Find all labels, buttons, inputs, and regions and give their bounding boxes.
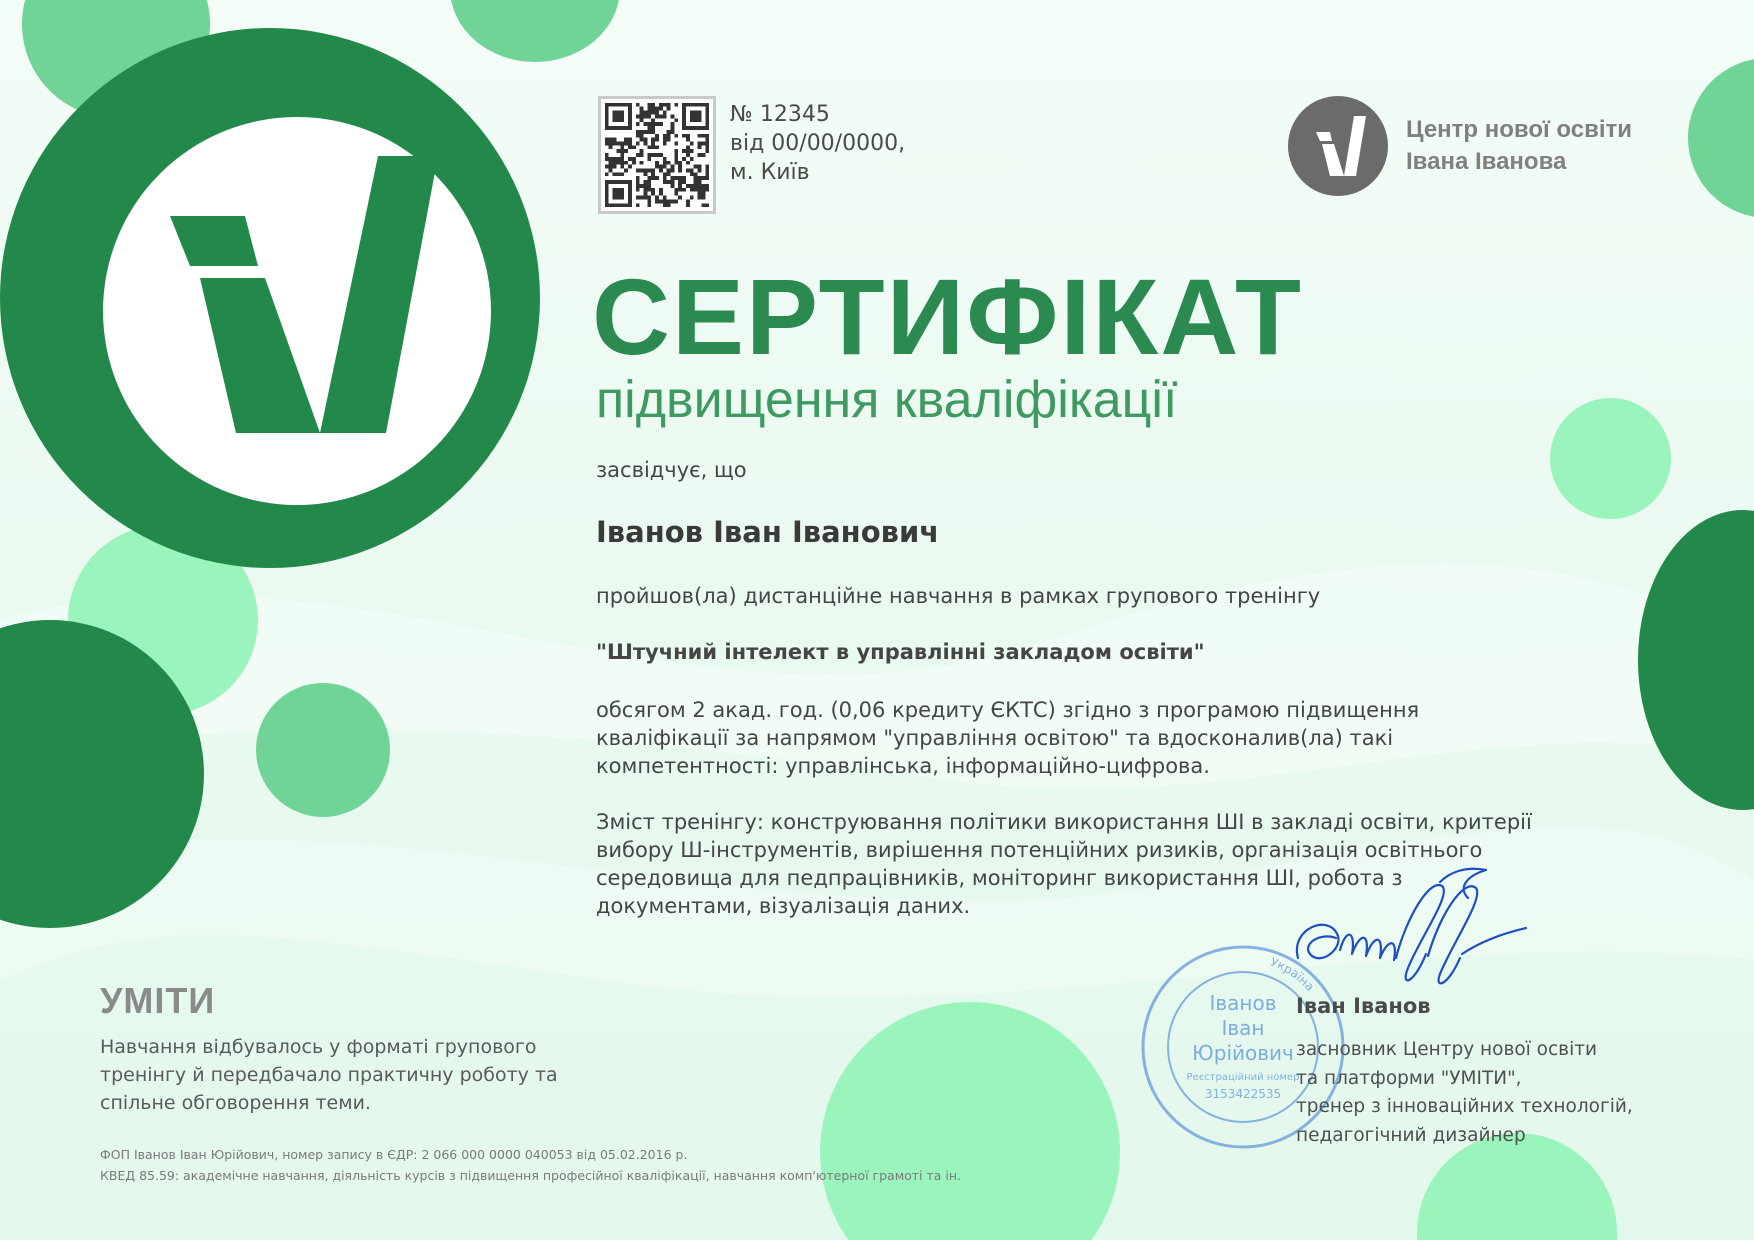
stamp-ring-text: Україна [1268,954,1318,994]
brand-name-line2: Івана Іванова [1406,148,1567,175]
course-title: "Штучний інтелект в управлінні закладом освіти" [596,640,1205,664]
brand-name [1406,114,1632,178]
certificate-subtitle: підвищення кваліфікації [596,371,1178,429]
brand-header [1288,96,1632,196]
legal-line: КВЕД 85.59: академічне навчання, діяльність курсів з підвищення професійної кваліфікації, навчання комп'ютерної грамоті та ін. [100,1168,962,1183]
signer-role-line: педагогічний дизайнер [1296,1124,1526,1146]
signer-role-line: засновник Центру нової освіти [1296,1039,1598,1060]
legal-info [100,1144,961,1186]
legal-line: ФОП Іванов Іван Юрійович, номер запису в ЄДР: 2 066 000 0000 040053 від 05.02.2016 р. [100,1147,688,1162]
volume-text: обсягом 2 акад. год. (0,06 кредиту ЄКТС) згідно з програмою підвищення кваліфікації за напрямом "управління освітою" та вдосконалив(ла) такі компетентності: управлінська, інформаційно-цифрова. [596,698,1420,778]
signer-role-line: тренер з інноваційних технологій, [1296,1096,1633,1117]
attest-text: засвідчує, що [596,458,747,482]
signer-role-line: та платформи "УМІТИ", [1296,1067,1522,1089]
decor-circle [1550,398,1671,519]
brand-name-line1: Центр нової освіти [1406,116,1633,143]
certificate-city: м. Київ [730,160,810,185]
decor-circle [256,683,390,817]
certificate-title: СЕРТИФІКАТ [592,256,1303,377]
training-content-text: Зміст тренінгу: конструювання політики використання ШІ в закладі освіти, критерії вибору Ш-інструментів, вирішення потенційних ризиків, організація освітнього середовища для педпрацівників, моніторинг використання ШІ, робота з документами, візуалізація даних. [596,810,1532,918]
large-logo-icon [0,28,540,568]
platform-logo: УМІТИ [100,980,216,1021]
signer-name: Іван Іванов [1296,994,1431,1018]
passed-text: пройшов(ла) дистанційне навчання в рамках групового тренінгу [596,584,1321,608]
certificate-date: від 00/00/0000, [730,131,906,156]
handwritten-signature [1290,858,1540,998]
certificate-meta [730,100,905,187]
certificate-number: № 12345 [730,102,830,127]
stamp-line: Іванов [1209,991,1277,1015]
brand-logo-icon [1288,96,1388,196]
stamp-line: 3153422535 [1204,1087,1282,1101]
training-format-note: Навчання відбувалось у форматі групового тренінгу й передбачало практичну роботу та спільне обговорення теми. [100,1036,558,1114]
recipient-name: Іванов Іван Іванович [596,515,940,549]
qr-code [598,96,716,214]
stamp-line: Іван [1221,1016,1265,1040]
stamp-line: Реєстраційний номер [1186,1072,1300,1083]
signer-role [1296,1036,1633,1150]
stamp-line: Юрійович [1192,1041,1294,1065]
